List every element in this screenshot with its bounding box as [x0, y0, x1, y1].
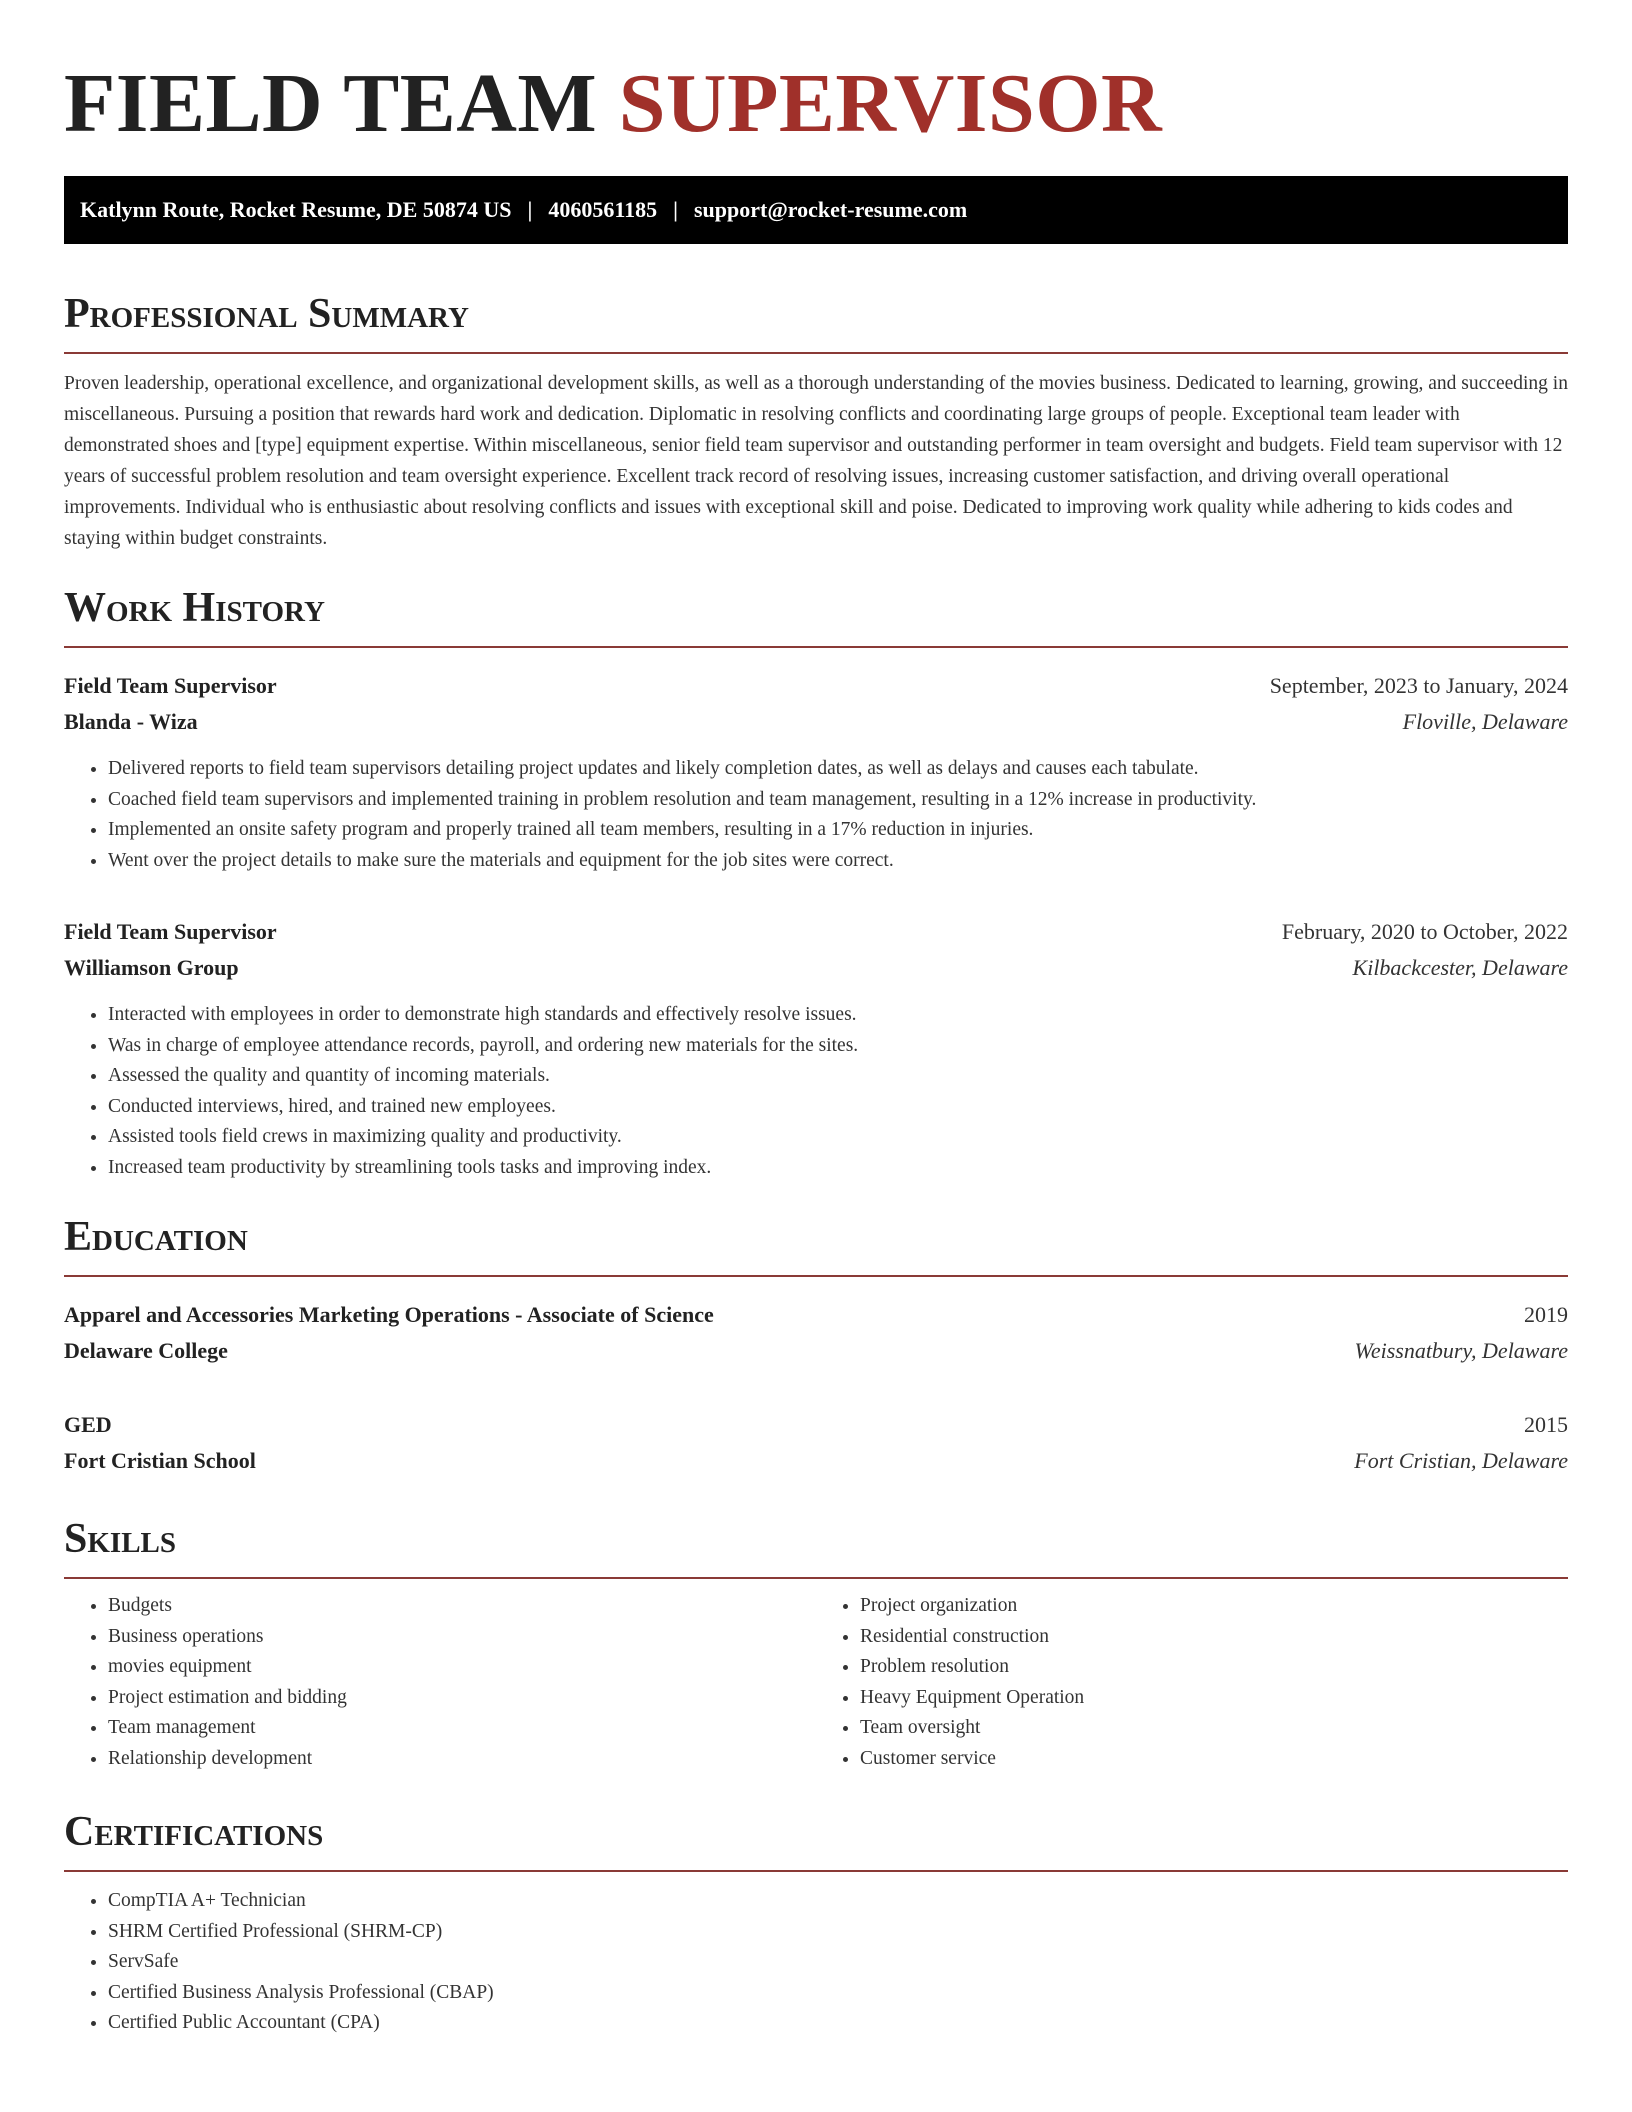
contact-phone: 4060561185 [548, 197, 658, 222]
list-item: • Was in charge of employee attendance records, payroll, and ordering new materials for the sites. [108, 1031, 1568, 1062]
page-title [64, 0, 1568, 152]
list-item: • Business operations [108, 1622, 816, 1653]
title-main: FIELD TEAM [64, 57, 598, 150]
job-company-row [64, 950, 1568, 986]
list-item: • Conducted interviews, hired, and trained new employees. [108, 1092, 1568, 1123]
certifications-section [64, 1808, 1568, 2039]
section-heading: Professional Summary [64, 290, 1568, 354]
contact-email[interactable]: support@rocket-resume.com [693, 197, 968, 222]
list-item: • Budgets [108, 1591, 816, 1622]
education-year: 2015 [1524, 1412, 1568, 1437]
certifications-list [64, 1886, 1568, 2039]
list-item: • Coached field team supervisors and implemented training in problem resolution and team management, resulting in a 12% increase in productivity. [108, 785, 1568, 816]
list-item: • Assessed the quality and quantity of incoming materials. [108, 1061, 1568, 1092]
education-degree: Apparel and Accessories Marketing Operations - Associate of Science [64, 1302, 714, 1327]
list-item: • CompTIA A+ Technician [108, 1886, 1568, 1917]
skills-columns [64, 1591, 1568, 1774]
list-item: • Residential construction [860, 1622, 1568, 1653]
education-degree-row [64, 1407, 1568, 1443]
list-item: • Implemented an onsite safety program and properly trained all team members, resulting in a 17% reduction in injuries. [108, 815, 1568, 846]
contact-separator: | [527, 197, 533, 222]
list-item: • Assisted tools field crews in maximizing quality and productivity. [108, 1122, 1568, 1153]
list-item: • Increased team productivity by streamlining tools tasks and improving index. [108, 1153, 1568, 1184]
job-bullets [64, 754, 1568, 876]
job-entry [64, 914, 1568, 1183]
education-location: Fort Cristian, Delaware [1354, 1448, 1568, 1473]
education-year: 2019 [1524, 1302, 1568, 1327]
list-item: • Relationship development [108, 1744, 816, 1775]
list-item: • Team management [108, 1713, 816, 1744]
list-item: • Project estimation and bidding [108, 1683, 816, 1714]
job-bullets [64, 1000, 1568, 1183]
list-item: • Customer service [860, 1744, 1568, 1775]
education-entry [64, 1407, 1568, 1479]
list-item: • Went over the project details to make sure the materials and equipment for the job sites were correct. [108, 846, 1568, 877]
education-entry [64, 1297, 1568, 1369]
summary-section [64, 290, 1568, 554]
education-degree: GED [64, 1412, 112, 1437]
list-item: • ServSafe [108, 1947, 1568, 1978]
education-section [64, 1213, 1568, 1479]
job-location: Floville, Delaware [1402, 709, 1568, 734]
job-entry [64, 668, 1568, 876]
list-item: • movies equipment [108, 1652, 816, 1683]
education-school: Fort Cristian School [64, 1448, 256, 1473]
job-dates: February, 2020 to October, 2022 [1281, 919, 1568, 944]
job-title: Field Team Supervisor [64, 919, 277, 944]
list-item: • Heavy Equipment Operation [860, 1683, 1568, 1714]
list-item: • Certified Business Analysis Professional (CBAP) [108, 1978, 1568, 2009]
job-header-row [64, 914, 1568, 950]
section-heading: Work History [64, 584, 1568, 648]
list-item: • Delivered reports to field team supervisors detailing project updates and likely completion dates, as well as delays and causes each tabulate. [108, 754, 1568, 785]
section-heading: Education [64, 1213, 1568, 1277]
skills-right-list [816, 1591, 1568, 1774]
job-title: Field Team Supervisor [64, 673, 277, 698]
job-location: Kilbackcester, Delaware [1352, 955, 1568, 980]
list-item: • Problem resolution [860, 1652, 1568, 1683]
section-heading: Skills [64, 1515, 1568, 1579]
contact-separator: | [673, 197, 678, 222]
contact-bar [64, 176, 1568, 244]
list-item: • Interacted with employees in order to demonstrate high standards and effectively resolve issues. [108, 1000, 1568, 1031]
education-location: Weissnatbury, Delaware [1354, 1338, 1568, 1363]
section-heading: Certifications [64, 1808, 1568, 1872]
job-header-row [64, 668, 1568, 704]
skills-left-list [64, 1591, 816, 1774]
job-dates: September, 2023 to January, 2024 [1269, 673, 1568, 698]
contact-address: Katlynn Route, Rocket Resume, DE 50874 US [80, 197, 512, 222]
list-item: • Team oversight [860, 1713, 1568, 1744]
education-degree-row [64, 1297, 1568, 1333]
job-company-row [64, 704, 1568, 740]
title-accent: SUPERVISOR [618, 57, 1163, 150]
education-school-row [64, 1333, 1568, 1369]
job-company: Williamson Group [64, 955, 239, 980]
skills-section [64, 1515, 1568, 1774]
job-company: Blanda - Wiza [64, 709, 198, 734]
list-item: • Project organization [860, 1591, 1568, 1622]
work-history-section [64, 584, 1568, 1183]
education-school: Delaware College [64, 1338, 228, 1363]
summary-text: Proven leadership, operational excellence, and organizational development skills, as well as a thorough understanding of the movies business. Dedicated to learning, growing, and succeeding in miscellaneous. Pursuing a position that rewards hard work and dedication. Diplomatic in resolving conflicts and coordinating large groups of people. Exceptional team leader with demonstrated shoes and [type] equipment expertise. Within miscellaneous, senior field team supervisor and outstanding performer in team oversight and budgets. Field team supervisor with 12 years of successful problem resolution and team oversight experience. Excellent track record of resolving issues, increasing customer satisfaction, and driving overall operational improvements. Individual who is enthusiastic about resolving conflicts and issues with exceptional skill and poise. Dedicated to improving work quality while adhering to kids codes and staying within budget constraints. [64, 373, 1568, 549]
list-item: • SHRM Certified Professional (SHRM-CP) [108, 1917, 1568, 1948]
education-school-row [64, 1443, 1568, 1479]
list-item: • Certified Public Accountant (CPA) [108, 2008, 1568, 2039]
